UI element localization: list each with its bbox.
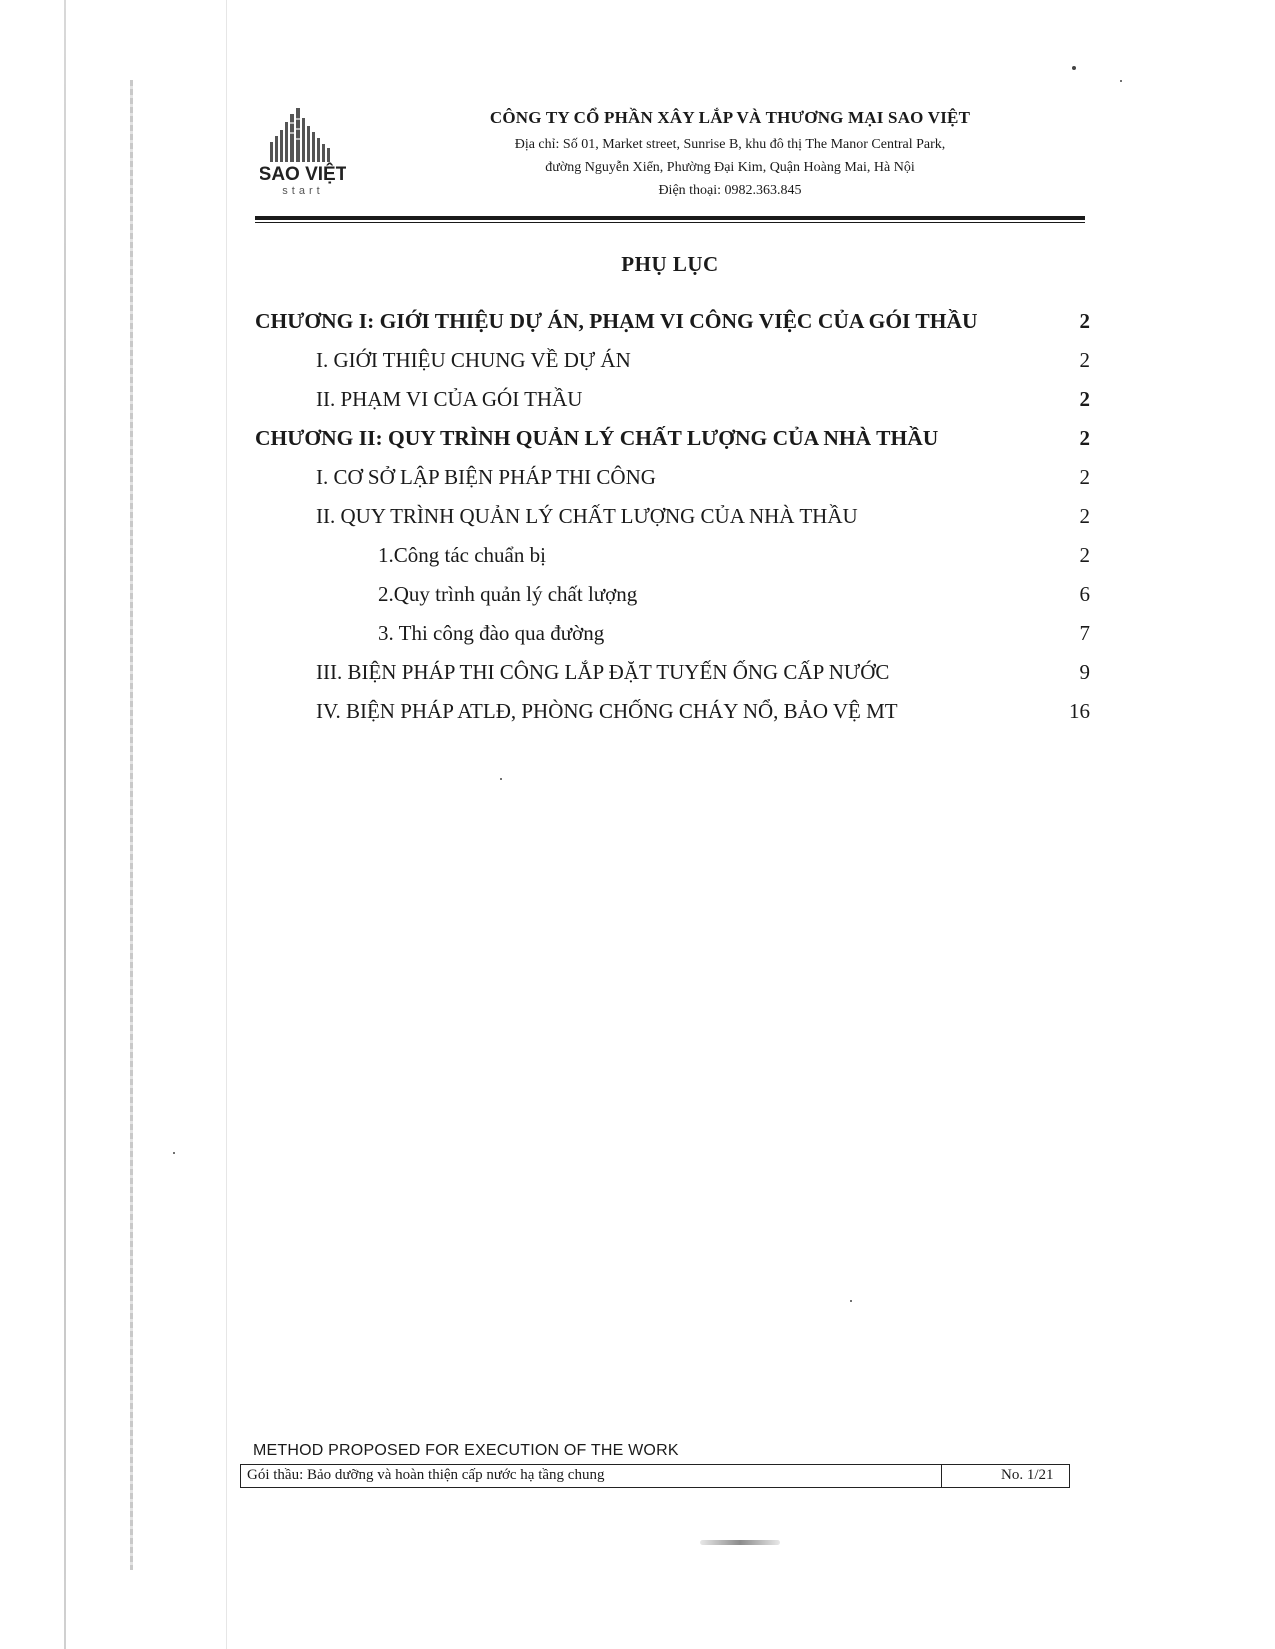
toc-entry-label: 3. Thi công đào qua đường: [378, 621, 605, 645]
svg-text:start: start: [282, 185, 324, 196]
toc-entry-label: 2.Quy trình quản lý chất lượng: [378, 582, 638, 606]
toc-entry-label: 1.Công tác chuẩn bị: [378, 543, 546, 567]
toc-entry-section[interactable]: [255, 380, 1090, 419]
toc-entry-page: 2: [1079, 543, 1090, 567]
toc-entry-label: IV. BIỆN PHÁP ATLĐ, PHÒNG CHỐNG CHÁY NỔ, BẢO VỆ MT: [316, 699, 898, 723]
toc-entry-subsection[interactable]: [255, 614, 1090, 653]
toc-entry-page: 2: [1079, 426, 1090, 450]
header-divider: [255, 216, 1085, 220]
company-phone: Điện thoại: 0982.363.845: [658, 183, 802, 198]
scan-smudge: [700, 1540, 780, 1545]
sao-viet-logo-icon: [260, 108, 346, 196]
toc-entry-label: I. GIỚI THIỆU CHUNG VỀ DỰ ÁN: [316, 348, 631, 372]
toc-entry-page: 2: [1079, 504, 1090, 528]
toc-entry-page: 2: [1079, 387, 1090, 411]
toc-entry-label: I. CƠ SỞ LẬP BIỆN PHÁP THI CÔNG: [316, 465, 656, 489]
toc-entry-page: 6: [1079, 582, 1090, 606]
footer-page-number: No. 1/21: [1001, 1467, 1054, 1483]
toc-entry-page: 2: [1079, 348, 1090, 372]
toc-entry-page: 7: [1079, 621, 1090, 645]
scan-speck: [500, 778, 502, 780]
toc-entry-chapter-1[interactable]: [255, 302, 1090, 341]
toc-entry-label: III. BIỆN PHÁP THI CÔNG LẮP ĐẶT TUYẾN ỐNG CẤP NƯỚC: [316, 660, 890, 684]
toc-entry-page: 2: [1079, 309, 1090, 333]
toc-entry-section[interactable]: [255, 653, 1090, 692]
toc-entry-section[interactable]: [255, 497, 1090, 536]
toc-entry-section[interactable]: [255, 692, 1090, 731]
toc-entry-page: 2: [1079, 465, 1090, 489]
scan-speck: [1120, 80, 1122, 82]
scan-edge: [130, 80, 133, 1570]
scan-speck: [173, 1152, 175, 1154]
footer-divider: [941, 1465, 942, 1487]
company-address-line-1: Địa chỉ: Số 01, Market street, Sunrise B, khu đô thị The Manor Central Park,: [514, 137, 946, 152]
table-of-contents: [255, 302, 1090, 731]
toc-entry-label: CHƯƠNG II: QUY TRÌNH QUẢN LÝ CHẤT LƯỢNG CỦA NHÀ THẦU: [255, 426, 939, 450]
toc-entry-subsection[interactable]: [255, 536, 1090, 575]
letterhead: [255, 100, 1085, 222]
toc-entry-section[interactable]: [255, 458, 1090, 497]
footer-title: METHOD PROPOSED FOR EXECUTION OF THE WORK: [253, 1442, 679, 1459]
toc-entry-label: II. PHẠM VI CỦA GÓI THẦU: [316, 387, 583, 411]
toc-entry-label: II. QUY TRÌNH QUẢN LÝ CHẤT LƯỢNG CỦA NHÀ THẦU: [316, 504, 858, 528]
toc-entry-chapter-2[interactable]: [255, 419, 1090, 458]
scan-speck: [1072, 66, 1076, 70]
toc-entry-section[interactable]: [255, 341, 1090, 380]
scan-speck: [850, 1300, 852, 1302]
toc-entry-page: 9: [1079, 660, 1090, 684]
svg-text:SAO VIỆT: SAO VIỆT: [260, 164, 346, 185]
footer-info-box: [240, 1464, 1070, 1488]
toc-entry-subsection[interactable]: [255, 575, 1090, 614]
company-info: [375, 108, 1085, 202]
company-logo: [260, 108, 346, 196]
scan-edge: [64, 0, 66, 1649]
company-address-line-2: đường Nguyễn Xiển, Phường Đại Kim, Quận Hoàng Mai, Hà Nội: [545, 160, 915, 175]
toc-entry-label: CHƯƠNG I: GIỚI THIỆU DỰ ÁN, PHẠM VI CÔNG VIỆC CỦA GÓI THẦU: [255, 309, 978, 333]
toc-title: PHỤ LỤC: [621, 252, 719, 276]
toc-entry-page: 16: [1069, 699, 1090, 723]
header-divider: [255, 222, 1085, 223]
scan-edge: [226, 0, 227, 1649]
company-name: CÔNG TY CỔ PHẦN XÂY LẮP VÀ THƯƠNG MẠI SAO VIỆT: [489, 108, 971, 127]
footer-package-name: Gói thầu: Bảo dưỡng và hoàn thiện cấp nước hạ tầng chung: [247, 1467, 605, 1483]
